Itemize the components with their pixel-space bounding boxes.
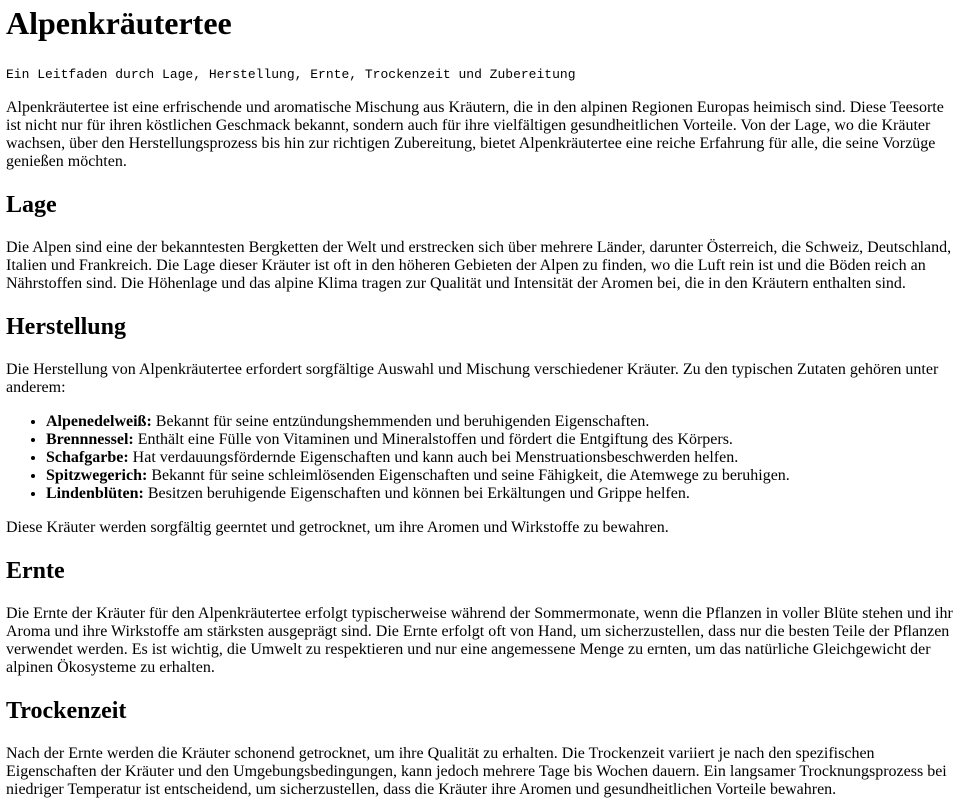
ingredient-description: Enthält eine Fülle von Vitaminen und Mineralstoffen und fördert die Entgiftung des Körpers. [133, 431, 733, 448]
ingredient-description: Bekannt für seine schleimlösenden Eigenschaften und seine Fähigkeit, die Atemwege zu beruhigen. [147, 467, 790, 484]
list-item [46, 413, 953, 431]
section-text-trockenzeit: Nach der Ernte werden die Kräuter schonend getrocknet, um ihre Qualität zu erhalten. Die Trockenzeit variiert je nach den spezifischen Eigenschaften der Kräuter und den Umgebungsbedingungen, kann jedoch mehrere Tage bis Wochen dauern. Ein langsamer Trocknungsprozess bei niedriger Temperatur ist entscheidend, um sicherzustellen, dass die Kräuter ihre Aromen und gesundheitlichen Vorteile bewahren. [6, 745, 947, 798]
list-item [46, 467, 953, 485]
section-text-herstellung: Die Herstellung von Alpenkräutertee erfordert sorgfältige Auswahl und Mischung verschiedener Kräuter. Zu den typischen Zutaten gehören unter anderem: [6, 361, 939, 396]
section-heading-trockenzeit: Trockenzeit [6, 698, 127, 724]
section-heading-ernte: Ernte [6, 558, 65, 584]
section-outro-herstellung: Diese Kräuter werden sorgfältig geerntet und getrocknet, um ihre Aromen und Wirkstoffe zu bewahren. [6, 519, 669, 536]
section-heading-herstellung: Herstellung [6, 314, 126, 340]
ingredient-name: Spitzwegerich: [46, 467, 148, 484]
list-item [46, 485, 953, 503]
section-heading-lage: Lage [6, 192, 57, 218]
ingredient-description: Besitzen beruhigende Eigenschaften und können bei Erkältungen und Grippe helfen. [143, 485, 690, 502]
ingredient-description: Bekannt für seine entzündungshemmenden und beruhigenden Eigenschaften. [151, 413, 650, 430]
ingredient-name: Schafgarbe: [46, 449, 129, 466]
ingredient-name: Alpenedelweiß: [46, 413, 152, 430]
ingredient-description: Hat verdauungsfördernde Eigenschaften und kann auch bei Menstruationsbeschwerden helfen. [128, 449, 739, 466]
section-text-ernte: Die Ernte der Kräuter für den Alpenkräutertee erfolgt typischerweise während der Sommermonate, wenn die Pflanzen in voller Blüte stehen und ihr Aroma und ihre Wirkstoffe am stärksten ausgeprägt sind. Die Ernte erfolgt oft von Hand, um sicherzustellen, dass nur die besten Teile der Pflanzen verwendet werden. Es ist wichtig, die Umwelt zu respektieren und nur eine angemessene Menge zu ernten, um das natürliche Gleichgewicht der alpinen Ökosysteme zu erhalten. [6, 605, 953, 676]
ingredient-list [6, 413, 953, 503]
intro-paragraph: Alpenkräutertee ist eine erfrischende und aromatische Mischung aus Kräutern, die in den alpinen Regionen Europas heimisch sind. Diese Teesorte ist nicht nur für ihren köstlichen Geschmack bekannt, sondern auch für ihre vielfältigen gesundheitlichen Vorteile. Von der Lage, wo die Kräuter wachsen, über den Herstellungsprozess bis hin zur richtigen Zubereitung, bietet Alpenkräutertee eine reiche Erfahrung für alle, die seine Vorzüge genießen möchten. [6, 99, 944, 170]
list-item [46, 431, 953, 449]
page-title: Alpenkräutertee [6, 5, 232, 41]
ingredient-name: Brennnessel: [46, 431, 134, 448]
page-subtitle: Ein Leitfaden durch Lage, Herstellung, Ernte, Trockenzeit und Zubereitung [6, 67, 576, 82]
list-item [46, 449, 953, 467]
section-text-lage: Die Alpen sind eine der bekanntesten Bergketten der Welt und erstrecken sich über mehrere Länder, darunter Österreich, die Schweiz, Deutschland, Italien und Frankreich. Die Lage dieser Kräuter ist oft in den höheren Gebieten der Alpen zu finden, wo die Luft rein ist und die Böden reich an Nährstoffen sind. Die Höhenlage und das alpine Klima tragen zur Qualität und Intensität der Aromen bei, die in den Kräutern enthalten sind. [6, 239, 952, 292]
ingredient-name: Lindenblüten: [46, 485, 144, 502]
